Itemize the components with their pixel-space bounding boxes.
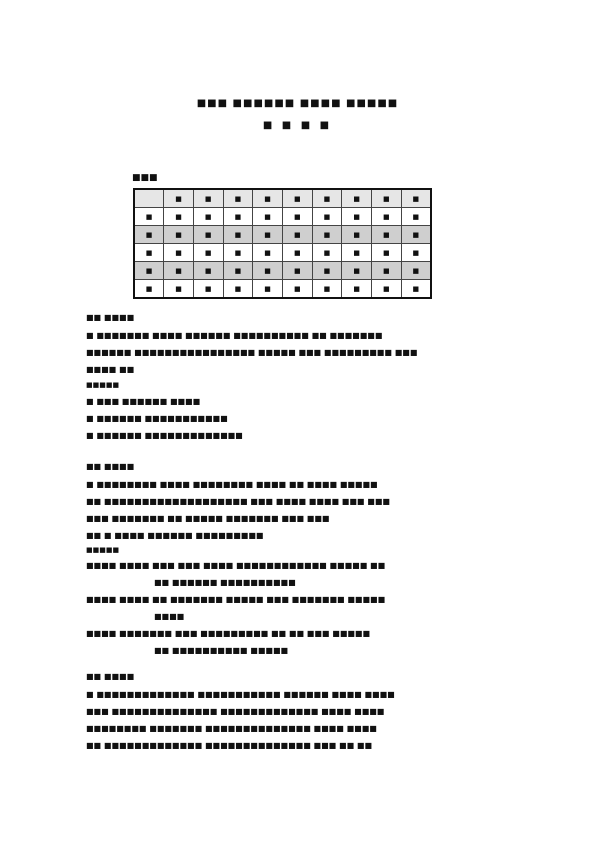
list-item (86, 557, 385, 591)
table-cell: ■ (193, 208, 223, 226)
paragraph-line: ■■■■ ■■ (86, 365, 135, 374)
list-item: ■ ■■■■■■ ■■■■■■■■■■■■■ (86, 431, 243, 440)
table-cell: ■ (401, 244, 431, 262)
table-cell: ■ (223, 280, 253, 299)
table-cell: ■ (193, 262, 223, 280)
table-cell: ■ (193, 280, 223, 299)
table-cell: ■ (164, 208, 194, 226)
table-cell: ■ (193, 226, 223, 244)
paragraph-line: ■■ ■■■■■■■■■■■■■■■■■■■ ■■■ ■■■■ ■■■■ ■■■ ■■■ (86, 497, 390, 506)
table-row (134, 280, 431, 299)
table-header-cell: ■ (312, 189, 342, 208)
table-cell: ■ (253, 262, 283, 280)
paragraph-line: ■ ■■■■■■■■■■■■■ ■■■■■■■■■■■ ■■■■■■ ■■■■ ■■■■ (86, 690, 395, 699)
list-item-continuation: ■■ ■■■■■■ ■■■■■■■■■■ (154, 578, 296, 587)
table-header-cell: ■ (193, 189, 223, 208)
table-header-cell: ■ (253, 189, 283, 208)
table-header-cell: ■ (282, 189, 312, 208)
paragraph-line: ■ ■■■■■■■ ■■■■ ■■■■■■ ■■■■■■■■■■ ■■ ■■■■■■■ (86, 331, 383, 340)
table-row (134, 262, 431, 280)
table-cell: ■ (401, 208, 431, 226)
table-cell: ■ (253, 226, 283, 244)
table-row (134, 208, 431, 226)
table-cell: ■ (134, 208, 164, 226)
table-row (134, 244, 431, 262)
table-cell: ■ (312, 262, 342, 280)
paragraph-line: ■■■ ■■■■■■■ ■■ ■■■■■ ■■■■■■■ ■■■ ■■■ (86, 514, 330, 523)
table-header-cell (134, 189, 164, 208)
table-cell: ■ (253, 280, 283, 299)
table-cell: ■ (164, 280, 194, 299)
paragraph-line: ■ ■■■■■■■■ ■■■■ ■■■■■■■■ ■■■■ ■■ ■■■■ ■■■■■ (86, 480, 378, 489)
table-cell: ■ (372, 208, 402, 226)
list-item (86, 591, 385, 625)
paragraph-line: ■■ ■ ■■■■ ■■■■■■ ■■■■■■■■■ (86, 531, 264, 540)
list-item-continuation: ■■■■ (154, 612, 185, 621)
paragraph-line: ■■ ■■■■■■■■■■■■■ ■■■■■■■■■■■■■■ ■■■ ■■ ■■ (86, 741, 373, 750)
table-cell: ■ (372, 244, 402, 262)
table-cell: ■ (223, 262, 253, 280)
list-item-lead: ■■■■ ■■■■ ■■ ■■■■■■■ ■■■■■ ■■■ ■■■■■■■ ■■■■■ (86, 595, 386, 604)
list-item (86, 625, 370, 659)
table-header-cell: ■ (342, 189, 372, 208)
subheading: ■■■■■ (86, 546, 120, 554)
table-cell: ■ (282, 262, 312, 280)
table-cell: ■ (134, 244, 164, 262)
table-cell: ■ (312, 244, 342, 262)
table-cell: ■ (282, 280, 312, 299)
table-cell: ■ (253, 244, 283, 262)
table-cell: ■ (164, 262, 194, 280)
paragraph-line: ■■■ ■■■■■■■■■■■■■■ ■■■■■■■■■■■■■ ■■■■ ■■■■ (86, 707, 385, 716)
section-heading: ■■ ■■■■ (86, 462, 135, 471)
paragraph-line: ■■■■■■ ■■■■■■■■■■■■■■■■ ■■■■■ ■■■ ■■■■■■■■■ ■■■ (86, 348, 418, 357)
table-cell: ■ (372, 226, 402, 244)
list-item-continuation: ■■ ■■■■■■■■■■ ■■■■■ (154, 646, 289, 655)
list-item-lead: ■■■■ ■■■■■■■ ■■■ ■■■■■■■■■ ■■ ■■ ■■■ ■■■■■ (86, 629, 371, 638)
table-header-row (134, 189, 431, 208)
list-item: ■ ■■■ ■■■■■■ ■■■■ (86, 397, 201, 406)
table-header-cell: ■ (164, 189, 194, 208)
table-cell: ■ (223, 244, 253, 262)
table-header-cell: ■ (223, 189, 253, 208)
table-cell: ■ (312, 226, 342, 244)
table-caption: ■■■ (132, 173, 158, 183)
table-cell: ■ (223, 226, 253, 244)
table-row (134, 226, 431, 244)
table-cell: ■ (134, 226, 164, 244)
table-cell: ■ (164, 226, 194, 244)
table-cell: ■ (282, 208, 312, 226)
table-cell: ■ (282, 226, 312, 244)
section-heading: ■■ ■■■■ (86, 672, 135, 681)
table-cell: ■ (342, 208, 372, 226)
table-cell: ■ (134, 280, 164, 299)
paragraph-line: ■■■■■■■■ ■■■■■■■ ■■■■■■■■■■■■■■ ■■■■ ■■■■ (86, 724, 377, 733)
table-cell: ■ (401, 262, 431, 280)
list-item-lead: ■■■■ ■■■■ ■■■ ■■■ ■■■■ ■■■■■■■■■■■■ ■■■■■ ■■ (86, 561, 386, 570)
table-cell: ■ (401, 280, 431, 299)
table-cell: ■ (372, 280, 402, 299)
table-header-cell: ■ (401, 189, 431, 208)
table-cell: ■ (282, 244, 312, 262)
table-cell: ■ (372, 262, 402, 280)
table-cell: ■ (193, 244, 223, 262)
table-cell: ■ (342, 262, 372, 280)
list-item: ■ ■■■■■■ ■■■■■■■■■■■ (86, 414, 228, 423)
table-cell: ■ (312, 280, 342, 299)
document-title: ■■■ ■■■■■■ ■■■■ ■■■■■ (196, 98, 399, 109)
table-cell: ■ (164, 244, 194, 262)
table-cell: ■ (223, 208, 253, 226)
table-cell: ■ (134, 262, 164, 280)
section-heading: ■■ ■■■■ (86, 313, 135, 322)
data-table (133, 188, 432, 299)
table-cell: ■ (342, 244, 372, 262)
table-cell: ■ (312, 208, 342, 226)
table-cell: ■ (342, 280, 372, 299)
table-header-cell: ■ (372, 189, 402, 208)
table-cell: ■ (401, 226, 431, 244)
table-cell: ■ (253, 208, 283, 226)
document-subtitle: ■ ■ ■ ■ (262, 120, 333, 131)
table-cell: ■ (342, 226, 372, 244)
subheading: ■■■■■ (86, 381, 120, 389)
